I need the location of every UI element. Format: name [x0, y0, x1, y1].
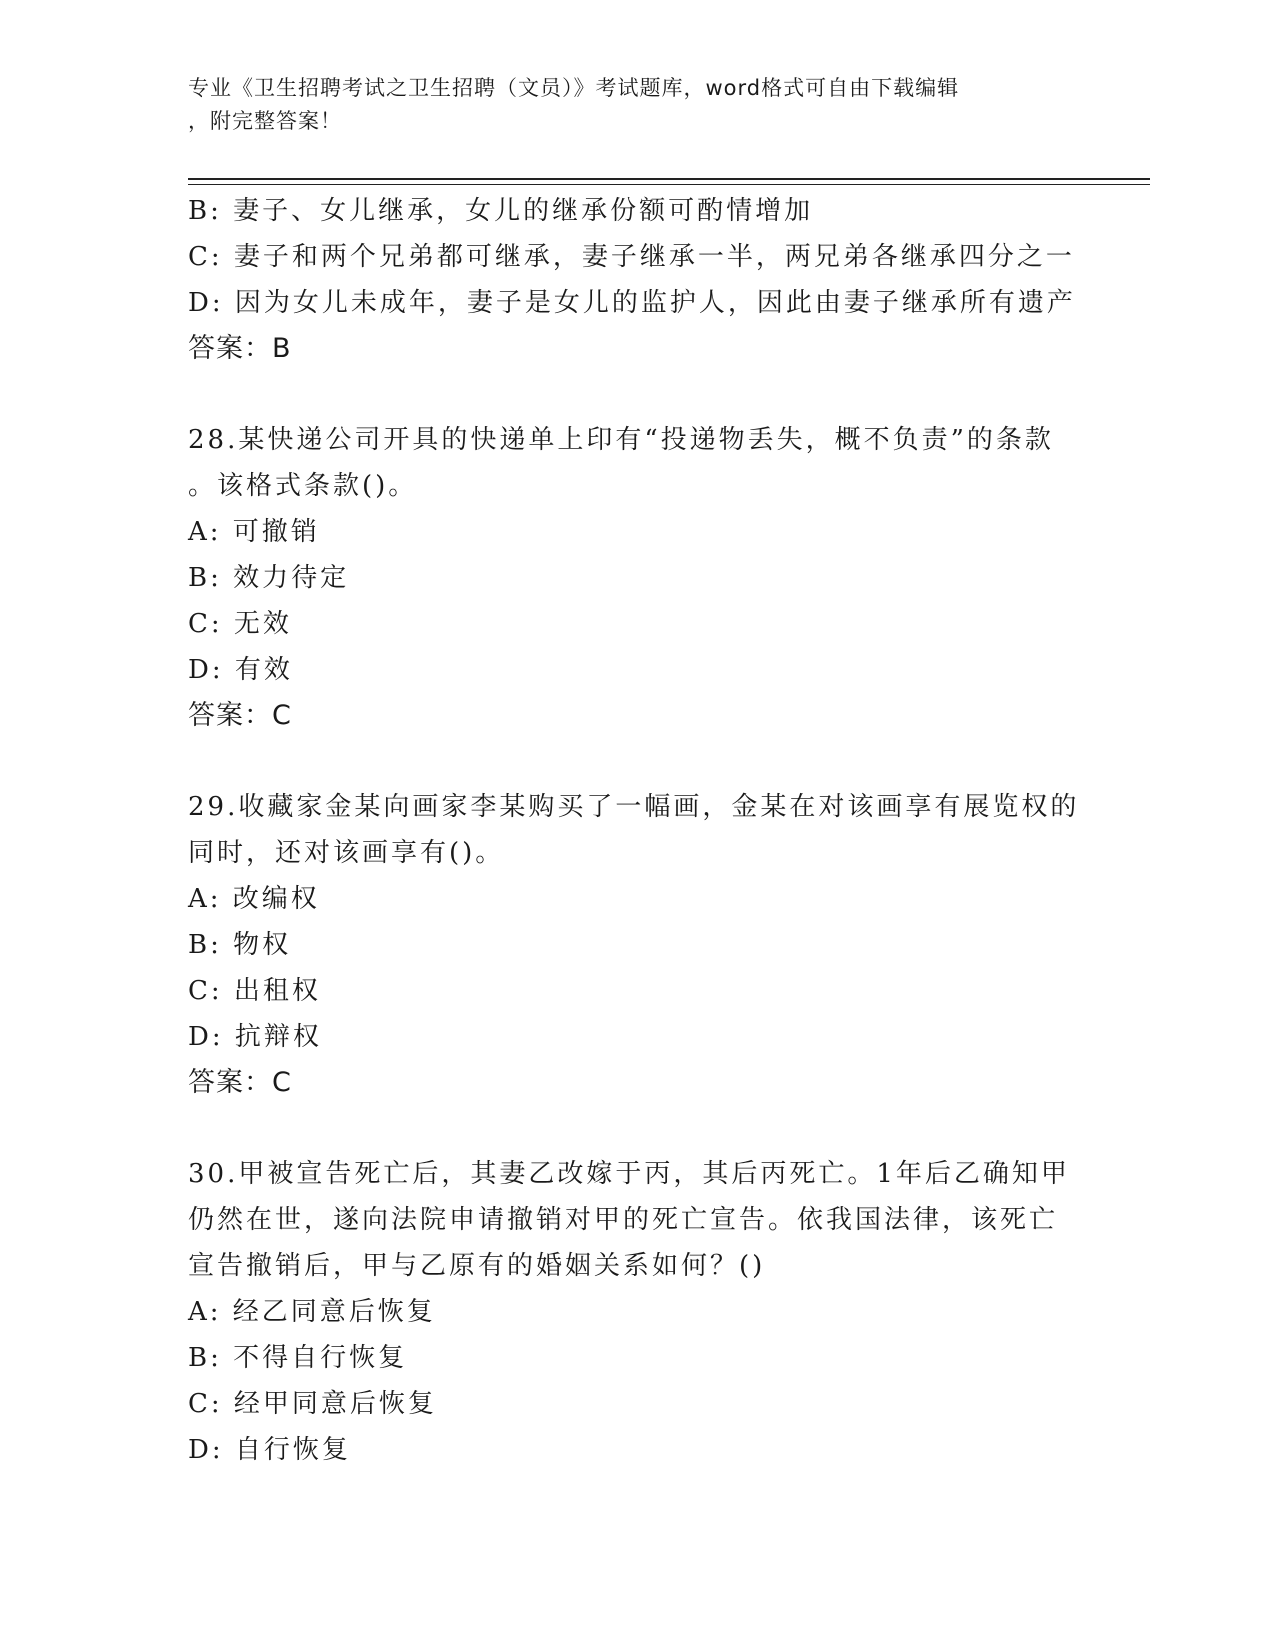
option-b: B: 不得自行恢复 — [188, 1343, 408, 1373]
previous-question-tail — [188, 188, 1076, 372]
option-b: B: 物权 — [188, 930, 292, 960]
option-c: C: 妻子和两个兄弟都可继承，妻子继承一半，两兄弟各继承四分之一 — [188, 242, 1075, 272]
header-divider-thick — [188, 178, 1150, 180]
option-b: B: 妻子、女儿继承，女儿的继承份额可酌情增加 — [188, 196, 814, 226]
question-stem-line: 。该格式条款()。 — [188, 471, 418, 501]
question-stem-line: 29.收藏家金某向画家李某购买了一幅画，金某在对该画享有展览权的 — [188, 792, 1080, 822]
question-stem-line: 仍然在世，遂向法院申请撤销对甲的死亡宣告。依我国法律，该死亡 — [188, 1205, 1059, 1235]
option-a: A: 经乙同意后恢复 — [188, 1297, 436, 1327]
option-d: D: 自行恢复 — [188, 1435, 351, 1465]
option-b: B: 效力待定 — [188, 563, 350, 593]
answer-label: 答案：C — [188, 1067, 292, 1098]
option-d: D: 抗辩权 — [188, 1022, 322, 1052]
question-stem-line: 同时，还对该画享有()。 — [188, 838, 505, 868]
answer-label: 答案：B — [188, 333, 292, 364]
option-a: A: 改编权 — [188, 884, 320, 914]
option-c: C: 无效 — [188, 609, 292, 639]
question-stem-line: 宣告撤销后，甲与乙原有的婚姻关系如何？() — [188, 1251, 766, 1281]
question-28 — [188, 417, 1068, 739]
option-c: C: 经甲同意后恢复 — [188, 1389, 437, 1419]
question-stem-line: 30.甲被宣告死亡后，其妻乙改嫁于丙，其后丙死亡。1年后乙确知甲 — [188, 1159, 1070, 1189]
question-stem-line: 28.某快递公司开具的快递单上印有“投递物丢失，概不负责”的条款 — [188, 425, 1054, 455]
header-line-2: ，附完整答案！ — [188, 109, 342, 133]
question-29 — [188, 784, 1080, 1106]
header-divider-thin — [188, 184, 1150, 185]
option-a: A: 可撤销 — [188, 517, 320, 547]
question-30 — [188, 1151, 1068, 1473]
header-line-1: 专业《卫生招聘考试之卫生招聘（文员）》考试题库，word格式可自由下载编辑 — [188, 76, 960, 100]
option-d: D: 有效 — [188, 655, 293, 685]
option-c: C: 出租权 — [188, 976, 321, 1006]
document-header — [188, 72, 1088, 138]
question-list — [188, 188, 1080, 1473]
answer-label: 答案：C — [188, 700, 292, 731]
option-d: D: 因为女儿未成年，妻子是女儿的监护人，因此由妻子继承所有遗产 — [188, 288, 1076, 318]
